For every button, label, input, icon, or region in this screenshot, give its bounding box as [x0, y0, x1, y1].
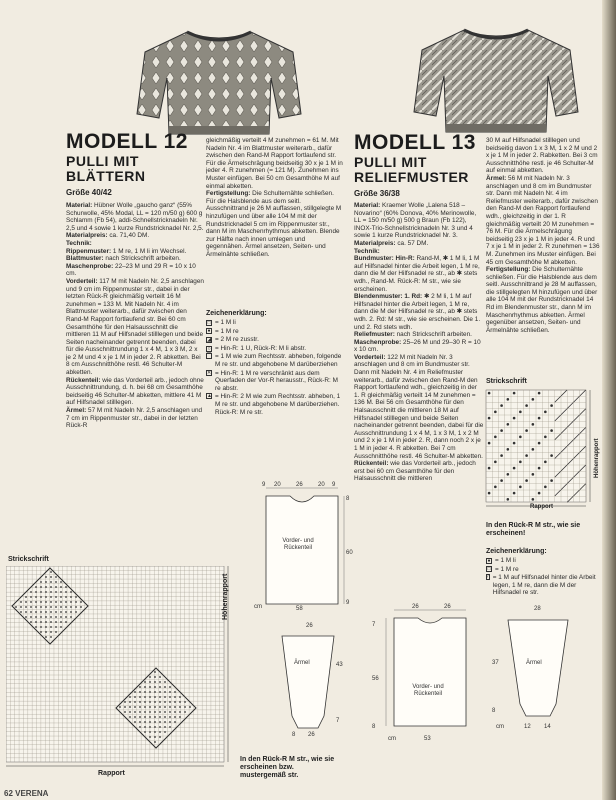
dim-label: 37 [492, 660, 499, 666]
model-12-chart-height-label: Höhenrapport [222, 573, 229, 620]
dim-label: 26 [296, 482, 303, 488]
dim-unit: cm [254, 604, 262, 610]
model-12-heading: MODELL 12 [66, 130, 188, 153]
model-12-title-line2: BLÄTTERN [66, 168, 146, 184]
stitch-symbol-icon: ● [487, 557, 491, 564]
dim-label: 26 [306, 623, 313, 629]
legend-item: ⁄ = 1 M auf Hilfsnadel hinter die Arbeit legen, 1 M re, dann die M der Hilfsnadel re str. [487, 574, 596, 597]
model-13-chart-caption: In den Rück-R M str., wie sie erscheinen! [486, 522, 581, 537]
dim-label: 14 [544, 724, 551, 730]
model-12-legend [206, 310, 342, 417]
dim-label: 53 [424, 736, 431, 742]
instruction-paragraph: Blendenmuster: 1. Rd: ✱ 2 M li, 1 M auf Hilfsnadel hinter die Arbeit legen, 1 M re, dann die M der Hilfsnadel re str., ab ✱ stets wdh. 2. Rd: M str., wie sie erscheinen. Die 1. und 2. Rd stets wdh. [354, 293, 481, 331]
legend-item: ○ = Hin-R: 1 U, Rück-R: M li abstr. [207, 344, 307, 352]
model-13-title-line2: RELIEFMUSTER [354, 169, 469, 185]
legend-title: Zeichenerklärung: [206, 310, 267, 317]
instruction-paragraph: Maschenprobe: 22–23 M und 29 R = 10 x 10 cm. [66, 262, 196, 278]
instruction-paragraph: Ärmel: 56 M mit Nadeln Nr. 3 anschlagen und 8 cm im Bundmuster str. Dann mit Nadeln Nr. 4 im Reliefmuster weiterarb., dafür zwischen den Rand-M den Rapport fortlaufend wdh., gleichzeitig in der 1. R gleichmäßig verteilt 20 M zunehmen = 76 M. Für die Ärmelschrägung beidseitig 23 x je 1 M in jeder 4. R und 7 x je 1 M in jeder 2. R zunehmen = 136 M. Zunehmen ins Muster einfügen. Bei 45 cm Gesamthöhe M abketten. [486, 174, 600, 266]
dim-label: 28 [534, 606, 541, 612]
instruction-paragraph: Reliefmuster: nach Strickschrift arbeiten. [354, 331, 472, 339]
instruction-paragraph: Maschenprobe: 25–26 M und 29–30 R = 10 x 10 cm. [354, 338, 481, 354]
instruction-paragraph: 30 M auf Hilfsnadel stilllegen und beidseitig davon 1 x 3 M, 1 x 2 M und 2 x je 1 M in jeder 2. Rabketten. Bei 3 cm Ausschnitthöhe restl. je 46 Schulter-M auf einmal abketten. [486, 137, 598, 175]
dim-label: 26 [308, 732, 315, 738]
model-13-knitting-chart [484, 388, 602, 518]
model-12-knitting-chart [6, 566, 234, 780]
stitch-symbol-icon: ▲ [207, 393, 212, 400]
model-13-chart-repeat-label: Rapport [530, 504, 553, 510]
model-13-chart-height-label: Höhenrapport [594, 438, 600, 478]
stitch-symbol-icon: ◢ [207, 336, 211, 343]
dim-label: 12 [524, 724, 531, 730]
instruction-paragraph: gleichmäßig verteilt 4 M zunehmen = 61 M. Mit Nadeln Nr. 4 im Blattmuster weiterarb., dafür zwischen den Rand-M Rapport fortlaufend str. Für die Ärmelschrägung beidseitig 30 x je 1 M in jeder 4. R zunehmen (= 121 M). Zunehmen ins Muster einfügen. Bei 50 cm Gesamthöhe M auf einmal abketten. [206, 137, 343, 190]
dim-label: 58 [296, 606, 303, 612]
legend-item: ⁀ = 1 M wie zum Rechtsstr. abheben, folgende M re str. und abgehobene M darüberziehen [207, 353, 342, 368]
stitch-symbol-icon: ● [207, 328, 211, 335]
model-12-title-line1: PULLI MIT [66, 153, 139, 169]
model-12-chart-title: Strickschrift [8, 556, 49, 563]
dim-label: 43 [336, 662, 343, 668]
instruction-paragraph: Material: Hübner Wolle „gaucho ganz“ (55% Schurwolle, 45% Modal, LL = 120 m/50 g) 600 g Schlamm (Fb 54), addi-Schnellstricknadeln Nr. 2,5 und 4 sowie 1 kurze Rundstricknadel Nr. 2,5. [66, 202, 204, 232]
instruction-paragraph: Technik: [354, 247, 380, 255]
stitch-symbol-icon: ⁀ [207, 353, 212, 360]
legend-title: Zeichenerklärung: [486, 548, 547, 555]
model-12-size: Größe 40/42 [66, 188, 112, 197]
dim-label: 7 [372, 622, 376, 628]
instruction-paragraph: Vorderteil: 117 M mit Nadeln Nr. 2,5 anschlagen und 9 cm im Rippenmuster str., dabei in der letzten Rück-R gleichmäßig verteilt 16 M zunehmen = 133 M. Mit Nadeln Nr. 4 im Blattmuster weiterarb., dafür zwischen den Rand-M Rapport fortlaufend str. Bei 60 cm Gesamthöhe für den Halsausschnitt die mittleren 11 M auf Hilfsnadel stilllegen und beide Seiten nacheinander getrennt beenden, dabei für die Ausschnittrundung 1 x 4 M, 1 x 3 M, 2 x je 2 M und 4 x je 1 M in jeder 2. R abketten. Bei 8 cm Ausschnitthöhe restl. 46 Schulter-M abketten. [66, 277, 204, 377]
instruction-paragraph: Rückenteil: wie das Vorderteil arb., jedoch erst bei 60 cm Gesamthöhe für den Halsausschnitt die mittleren [354, 460, 476, 483]
legend-item: □ = 1 M li [207, 319, 236, 326]
legend-item: ▲ = Hin-R: 2 M wie zum Rechtsstr. abheben, 1 M re str. und abgehobene M darüberziehen. Rück-R: M re str. [207, 393, 341, 416]
front-back-piece-label: Vorder- und Rückenteil [412, 684, 444, 697]
dim-label: 20 [274, 482, 281, 488]
legend-item: ✕ = Hin-R: 1 M re verschränkt aus dem Querfaden der Vor-R herausstr., Rück-R: M re abstr. [207, 369, 338, 392]
dim-label: 8 [372, 724, 376, 730]
dim-label: 56 [372, 676, 379, 682]
stitch-symbol-icon: □ [487, 566, 491, 573]
dim-label: 26 [412, 604, 419, 610]
legend-item: ● = 1 M li [487, 557, 516, 564]
model-13-instructions-col1 [354, 202, 484, 590]
instruction-paragraph: Materialpreis: ca. 71,40 DM. [66, 232, 150, 240]
model-12-chart-caption: In den Rück-R M str., wie sie erscheinen bzw. mustergemäß str. [240, 756, 335, 779]
instruction-paragraph: Rippenmuster: 1 M re, 1 M li im Wechsel. [66, 247, 187, 255]
instruction-paragraph: Vorderteil: 122 M mit Nadeln Nr. 3 anschlagen und 8 cm im Bundmuster str. Dann mit Nadeln Nr. 4 im Reliefmuster weiterarb., dafür zwischen den Rand-M den Rapport fortlaufend wdh., gleichzeitig in der 1. R gleichmäßig verteilt 14 M zunehmen = 136 M. Bei 56 cm Gesamthöhe für den Halsausschnitt die mittleren 18 M auf Hilfsnadel stilllegen und beide Seiten nacheinander getrennt beenden, dabei für die Ausschnittrundung 1 x 4 M, 1 x 3 M, 1 x 2 M und 2 x je 1 M in jeder 2. R, dann noch 2 x je 1 M in jeder 4. R abketten. Bei 7 cm Ausschnitthöhe restl. 46 Schulter-M abketten. [354, 353, 484, 460]
sweater-leaves-illustration [135, 22, 303, 142]
sleeve-piece-label: Ärmel [294, 660, 310, 666]
instruction-paragraph: Rückenteil: wie das Vorderteil arb., jedoch ohne Ausschnittrundung, d. h. bei 68 cm Gesamthöhe beidseitig 46 Schulter-M abketten, mittlere 41 M auf Hilfsnadel stilllegen. [66, 376, 204, 407]
instruction-paragraph: Bundmuster: Hin-R: Rand-M, ✱ 1 M li, 1 M auf Hilfsnadel hinter die Arbeit legen, 1 M re, dann die M der Hilfsnadel re str., ab ✱ stets wdh., Rand-M. Rück-R: M str., wie sie erscheinen. [354, 255, 480, 293]
dim-unit: cm [388, 736, 396, 742]
stitch-symbol-icon: ✕ [207, 369, 212, 376]
stitch-symbol-icon: ⁄ [487, 574, 489, 581]
front-back-piece-label: Vorder- und Rückenteil [282, 538, 314, 551]
dim-label: 9 [346, 600, 350, 606]
instruction-paragraph: Ärmel: 57 M mit Nadeln Nr. 2,5 anschlagen und 7 cm im Rippenmuster str., dabei in der letzten Rück-R [66, 407, 203, 430]
page-edge-shadow [602, 0, 616, 800]
dim-label: 9 [332, 482, 336, 488]
model-13-chart-title: Strickschrift [486, 378, 527, 385]
model-13-sleeve-schematic [498, 612, 588, 728]
instruction-paragraph: Technik: [66, 239, 92, 247]
dim-label: 8 [292, 732, 296, 738]
model-12-instructions-col2 [206, 137, 344, 305]
model-13-title-line1: PULLI MIT [354, 154, 427, 170]
model-13-instructions-col2 [486, 137, 600, 373]
model-13-legend [486, 548, 598, 598]
stitch-symbol-icon: ○ [207, 345, 211, 352]
dim-label: 9 [262, 482, 266, 488]
dim-label: 7 [336, 718, 340, 724]
legend-item: □ = 1 M re [487, 565, 519, 573]
instruction-paragraph: Material: Kraemer Wolle „Lalena 518 – Novarino“ (60% Donova, 40% Merinowolle, LL = 150 m/50 g) 500 g Braun (Fb 122), INOX-Trio-Schnellstricknadeln Nr. 3 und 4 sowie 1 kurze Rundstricknadel Nr. 3. [354, 202, 477, 240]
instruction-paragraph: Fertigstellung: Die Schulternähte schließen. Für die Halsblende aus dem seitl. Ausschnittrand je 26 M auffassen, stillgelegte M hinzufügen und über alle 104 M mit der Rundstricknadel 5 cm im Rippenmuster str., dann M im Maschenrhythmus abketten. Blende zur Hälfte nach innen umlegen und gegennähen. Ärmel ansetzen, Seiten- und Ärmelnähte schließen. [206, 190, 342, 258]
model-12-instructions-col1 [66, 202, 204, 540]
sweater-relief-illustration [412, 20, 580, 140]
model-13-heading: MODELL 13 [354, 131, 476, 154]
dim-unit: cm [496, 724, 504, 730]
instruction-paragraph: Fertigstellung: Die Schulternähte schließen. Für die Halsblende aus dem seitl. Ausschnittrand je 28 M auffassen, die stillgelegten M hinzufügen und über alle 104 M mit der Rundstricknadel 14 Rd im Blendenmuster str., dann M im Maschenrhythmus abketten. Ärmel gegenüber ansetzen, Seiten- und Ärmelnähte schließen. [486, 266, 598, 334]
model-13-size: Größe 36/38 [354, 189, 400, 198]
dim-label: 60 [346, 550, 353, 556]
sleeve-piece-label: Ärmel [526, 660, 542, 666]
legend-item: ◢ = 2 M re zusstr. [207, 336, 259, 344]
instruction-paragraph: Blattmuster: nach Strickschrift arbeiten. [66, 255, 181, 263]
stitch-symbol-icon: □ [207, 319, 211, 326]
legend-item: ● = 1 M re [207, 327, 239, 335]
dim-label: 26 [444, 604, 451, 610]
dim-label: 8 [492, 708, 496, 714]
model-12-chart-repeat-label: Rapport [98, 770, 125, 777]
model-13-front-schematic [380, 600, 480, 740]
page-number-label: 62 VERENA [4, 789, 49, 798]
dim-label: 8 [346, 496, 350, 502]
instruction-paragraph: Materialpreis: ca. 57 DM. [354, 239, 429, 247]
dim-label: 20 [318, 482, 325, 488]
